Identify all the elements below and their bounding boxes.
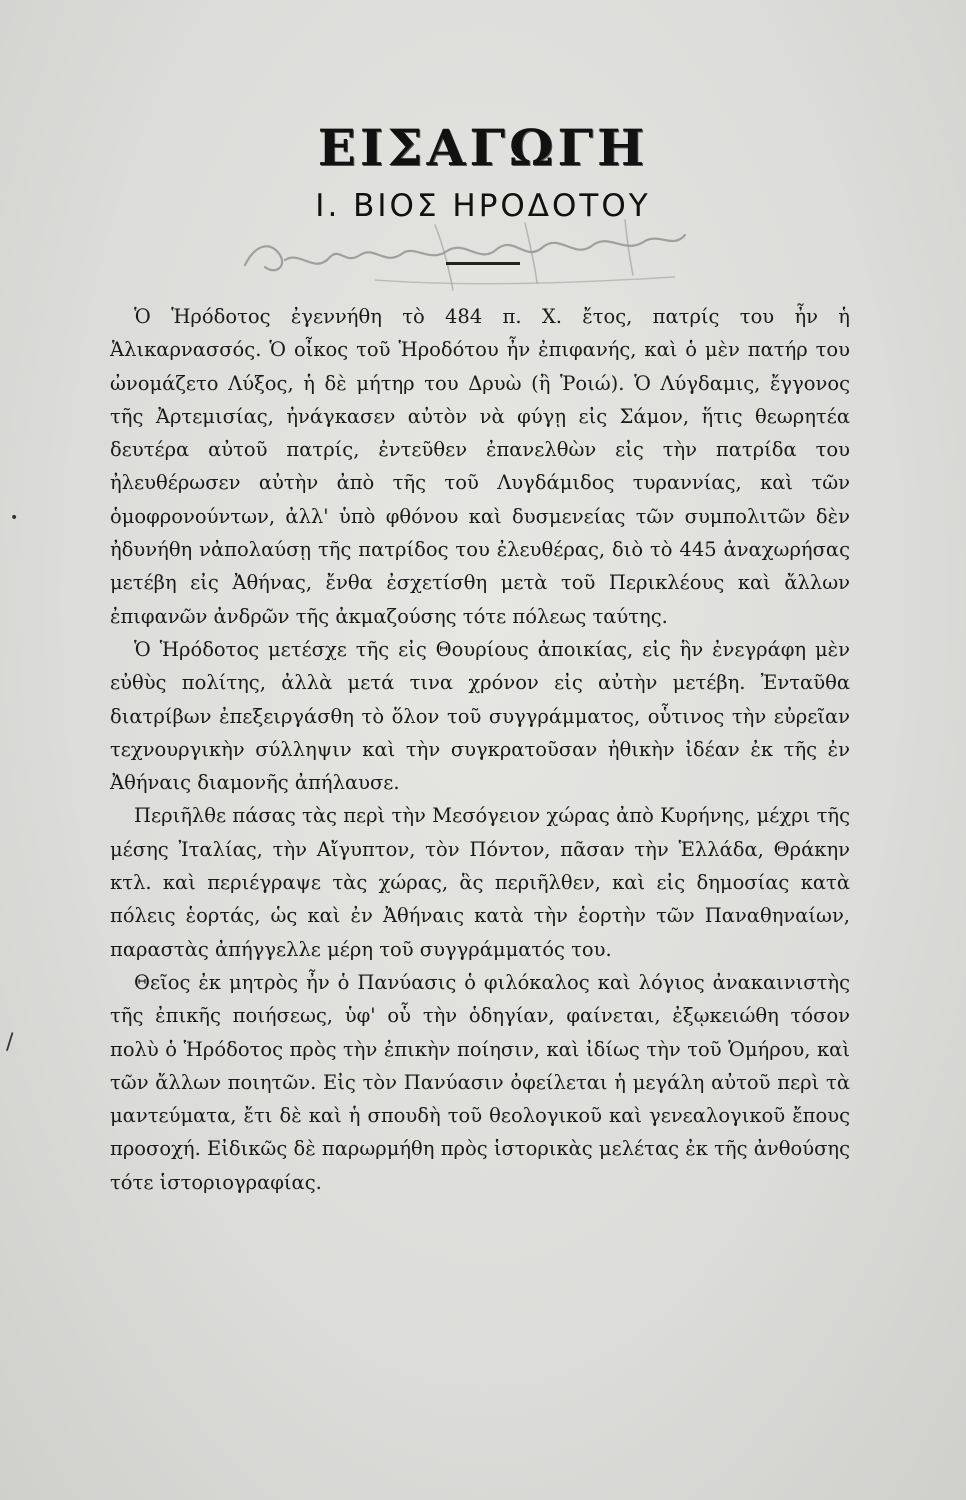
paragraph-3: Περιῆλθε πάσας τὰς περὶ τὴν Μεσόγειον χώρας ἀπὸ Κυρήνης, μέχρι τῆς μέσης Ἰταλίας, τὴν Αἴγυπτον, τὸν Πόντον, πᾶσαν τὴν Ἑλλάδα, Θράκην κτλ. καὶ περιέγραψε τὰς χώρας, ἃς περιῆλθεν, καὶ εἰς δημοσίας κατὰ πόλεις ἑορτάς, ὡς καὶ ἐν Ἀθήναις κατὰ τὴν ἑορτὴν τῶν Παναθηναίων, παραστὰς ἀπήγγελλε μέρη τοῦ συγγράμματός του. bbox=[110, 804, 850, 961]
paragraph-1: Ὁ Ἡρόδοτος ἐγεννήθη τὸ 484 π. Χ. ἔτος, πατρίς του ἦν ἡ Ἁλικαρνασσός. Ὁ οἶκος τοῦ Ἡροδότου ἦν ἐπιφανής, καὶ ὁ μὲν πατήρ του ὠνομάζετο Λύξος, ἡ δὲ μήτηρ του Δρυὼ (ἢ Ῥοιώ). Ὁ Λύγδαμις, ἔγγονος τῆς Ἀρτεμισίας, ἠνάγκασεν αὐτὸν νὰ φύγῃ εἰς Σάμον, ἥτις θεωρητέα δευτέρα αὐτοῦ πατρίς, ἐντεῦθεν ἐπανελθὼν εἰς τὴν πατρίδα του ἠλευθέρωσεν αὐτὴν ἀπὸ τῆς τοῦ Λυγδάμιδος τυραννίας, καὶ τῶν ὁμοφρονούντων, ἀλλ' ὑπὸ φθόνου καὶ δυσμενείας τῶν συμπολιτῶν δὲν ἠδυνήθη νἀπολαύσῃ τῆς πατρίδος του ἐλευθέρας, διὸ τὸ 445 ἀναχωρήσας μετέβη εἰς Ἀθήνας, ἔνθα ἐσχετίσθη μετὰ τοῦ Περικλέους καὶ ἄλλων ἐπιφανῶν ἀνδρῶν τῆς ἀκμαζούσης τότε πόλεως ταύτης. bbox=[110, 305, 850, 628]
margin-dot: • bbox=[10, 510, 19, 526]
page-heading: ΕΙΣΑΓΩΓΗ bbox=[317, 118, 649, 177]
margin-stroke: / bbox=[6, 1030, 14, 1055]
chapter-title: Ι. ΒΙΟΣ ΗΡΟΔΟΤΟΥ bbox=[315, 188, 651, 224]
body-text bbox=[110, 300, 850, 1199]
handwritten-signature bbox=[225, 205, 705, 295]
paragraph-2: Ὁ Ἡρόδοτος μετέσχε τῆς εἰς Θουρίους ἀποικίας, εἰς ἣν ἐνεγράφη μὲν εὐθὺς πολίτης, ἀλλὰ μετά τινα χρόνον εἰς αὐτὴν μετέβη. Ἐνταῦθα διατρίβων ἐπεξειργάσθη τὸ ὅλον τοῦ συγγράμματος, οὗτινος τὴν εὐρεῖαν τεχνουργικὴν σύλληψιν καὶ τὴν συγκρατοῦσαν ἠθικὴν ἰδέαν ἐκ τῆς ἐν Ἀθήναις διαμονῆς ἀπήλαυσε. bbox=[110, 637, 850, 795]
paragraph-4: Θεῖος ἐκ μητρὸς ἦν ὁ Πανύασις ὁ φιλόκαλος καὶ λόγιος ἀνακαινιστὴς τῆς ἐπικῆς ποιήσεως, ὑφ' οὗ τὴν ὁδηγίαν, φαίνεται, ἐξῳκειώθη τόσον πολὺ ὁ Ἡρόδοτος πρὸς τὴν ἐπικὴν ποίησιν, καὶ ἰδίως τὴν τοῦ Ὁμήρου, καὶ τῶν ἄλλων ποιητῶν. Εἰς τὸν Πανύασιν ὀφείλεται ἡ μεγάλη αὐτοῦ περὶ τὰ μαντεύματα, ἔτι δὲ καὶ ἡ σπουδὴ τοῦ θεολογικοῦ καὶ γενεαλογικοῦ ἔπους προσοχή. Εἰδικῶς δὲ παρωρμήθη πρὸς ἱστορικὰς μελέτας ἐκ τῆς ἀνθούσης τότε ἱστοριογραφίας. bbox=[110, 970, 850, 1194]
title-divider bbox=[446, 262, 520, 265]
